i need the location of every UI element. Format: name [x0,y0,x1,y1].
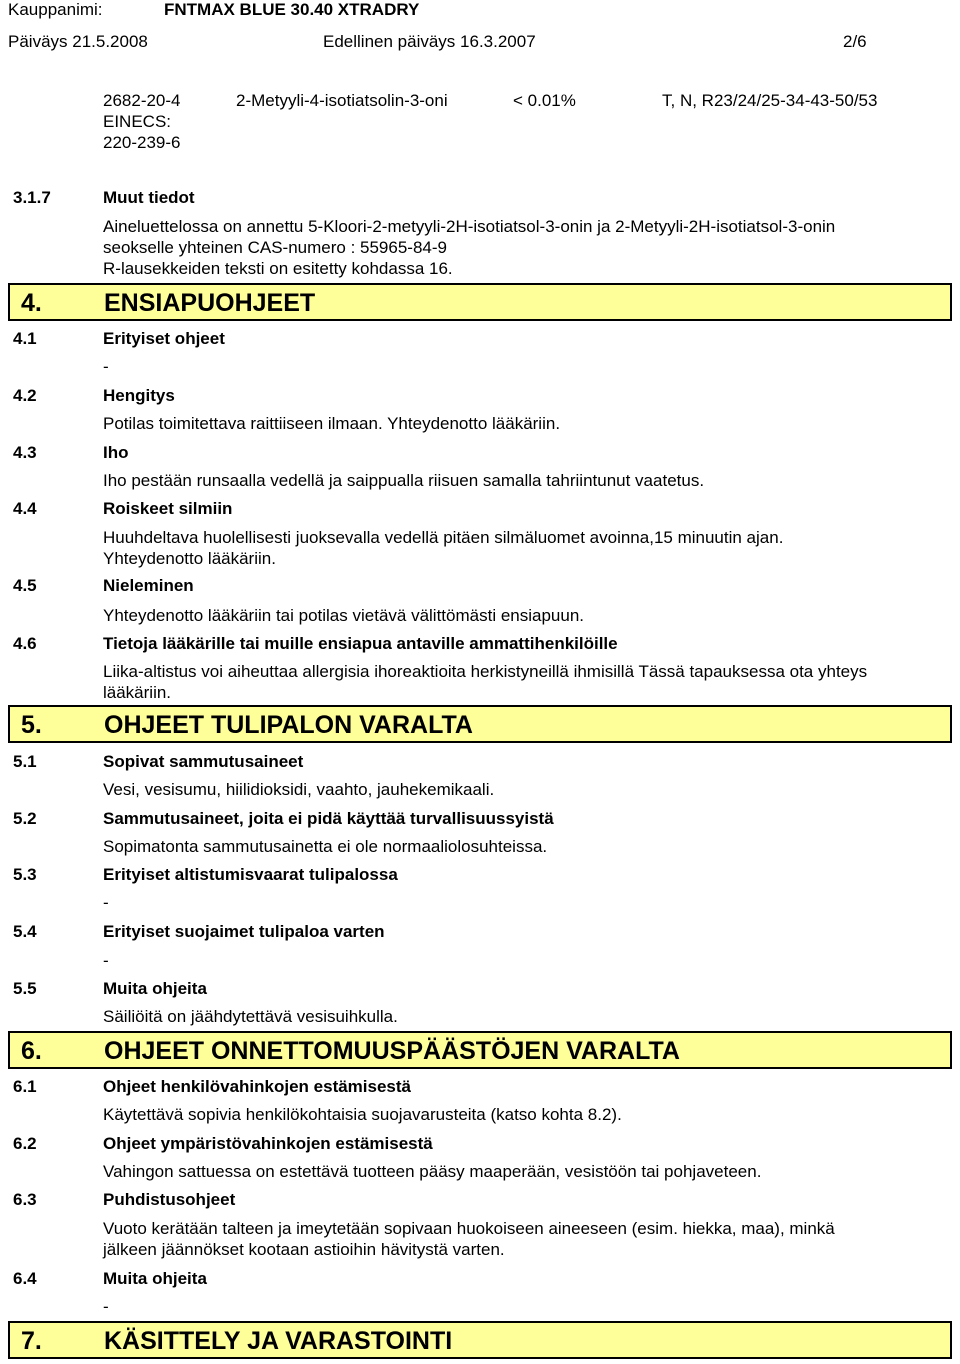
section-title: OHJEET TULIPALON VARALTA [104,711,473,739]
ingredient-name: 2-Metyyli-4-isotiatsolin-3-oni [236,91,448,110]
subsection-number: 4.4 [13,499,37,518]
trade-name: FNTMAX BLUE 30.40 XTRADRY [164,0,420,19]
section-heading [8,1321,952,1359]
subsection-number: 6.3 [13,1190,37,1209]
section-title: ENSIAPUOHJEET [104,289,316,317]
body-text: Säiliöitä on jäähdytettävä vesisuihkulla. [103,1007,398,1026]
section-heading [8,283,952,321]
body-text: Sopimatonta sammutusainetta ei ole normaaliolosuhteissa. [103,837,548,856]
subsection-title: Sopivat sammutusaineet [103,752,304,771]
section-title: KÄSITTELY JA VARASTOINTI [104,1327,453,1355]
body-text: seokselle yhteinen CAS-numero : 55965-84-9 [103,238,447,257]
subsection-number: 4.1 [13,329,37,348]
section-number: 4. [21,289,42,317]
trade-name-label: Kauppanimi: [8,0,103,19]
subsection-title: Tietoja lääkärille tai muille ensiapua antaville ammattihenkilöille [103,634,618,653]
subsection-title: Muita ohjeita [103,979,207,998]
subsection-title: Iho [103,443,129,462]
body-text: Iho pestään runsaalla vedellä ja saippualla riisuen samalla tahriintunut vaatetus. [103,471,705,490]
page-number: 2/6 [843,32,867,51]
ingredient-cas: 2682-20-4 [103,91,181,110]
subsection-title: Erityiset ohjeet [103,329,225,348]
body-text: Vuoto kerätään talteen ja imeytetään sopivaan huokoiseen aineeseen (esim. hiekka, maa), minkä [103,1219,835,1238]
subsection-title: Ohjeet ympäristövahinkojen estämisestä [103,1134,433,1153]
section-title: OHJEET ONNETTOMUUSPÄÄSTÖJEN VARALTA [104,1037,680,1065]
body-text: - [103,893,109,912]
subsection-number: 4.6 [13,634,37,653]
ingredient-concentration: < 0.01% [513,91,576,110]
section-heading [8,705,952,743]
ingredient-einecs-label: EINECS: [103,112,172,131]
body-text: - [103,1297,109,1316]
ingredient-einecs: 220-239-6 [103,133,181,152]
section-number: 6. [21,1037,42,1065]
subsection-title: Muita ohjeita [103,1269,207,1288]
subsection-title: Muut tiedot [103,188,195,207]
body-text: R-lausekkeiden teksti on esitetty kohdassa 16. [103,259,453,278]
subsection-title: Roiskeet silmiin [103,499,233,518]
subsection-number: 6.2 [13,1134,37,1153]
body-text: Vesi, vesisumu, hiilidioksidi, vaahto, jauhekemikaali. [103,780,495,799]
body-text: Vahingon sattuessa on estettävä tuotteen pääsy maaperään, vesistöön tai pohjaveteen. [103,1162,762,1181]
subsection-number: 4.5 [13,576,37,595]
issue-date: Päiväys 21.5.2008 [8,32,148,51]
subsection-number: 3.1.7 [13,188,51,207]
previous-date: Edellinen päiväys 16.3.2007 [323,32,536,51]
subsection-number: 4.2 [13,386,37,405]
subsection-number: 4.3 [13,443,37,462]
body-text: Yhteydenotto lääkäriin tai potilas vietävä välittömästi ensiapuun. [103,606,585,625]
subsection-title: Erityiset suojaimet tulipaloa varten [103,922,385,941]
subsection-number: 6.1 [13,1077,37,1096]
body-text: Huuhdeltava huolellisesti juoksevalla vedellä pitäen silmäluomet avoinna,15 minuutin ajan. [103,528,784,547]
body-text: - [103,357,109,376]
subsection-title: Hengitys [103,386,175,405]
subsection-number: 5.3 [13,865,37,884]
subsection-number: 5.2 [13,809,37,828]
body-text: - [103,951,109,970]
subsection-title: Sammutusaineet, joita ei pidä käyttää turvallisuussyistä [103,809,554,828]
body-text: Potilas toimitettava raittiiseen ilmaan. Yhteydenotto lääkäriin. [103,414,561,433]
body-text: Liika-altistus voi aiheuttaa allergisia ihoreaktioita herkistyneillä ihmisillä Tässä tapauksessa ota yhteys [103,662,868,681]
subsection-number: 6.4 [13,1269,37,1288]
subsection-number: 5.1 [13,752,37,771]
subsection-title: Puhdistusohjeet [103,1190,236,1209]
subsection-title: Ohjeet henkilövahinkojen estämisestä [103,1077,412,1096]
body-text: lääkäriin. [103,683,172,702]
subsection-number: 5.5 [13,979,37,998]
subsection-title: Nieleminen [103,576,194,595]
section-number: 5. [21,711,42,739]
subsection-number: 5.4 [13,922,37,941]
body-text: jälkeen jäännökset kootaan astioihin hävitystä varten. [103,1240,505,1259]
ingredient-classification: T, N, R23/24/25-34-43-50/53 [662,91,878,110]
subsection-title: Erityiset altistumisvaarat tulipalossa [103,865,398,884]
body-text: Yhteydenotto lääkäriin. [103,549,276,568]
body-text: Käytettävä sopivia henkilökohtaisia suojavarusteita (katso kohta 8.2). [103,1105,622,1124]
section-number: 7. [21,1327,42,1355]
section-heading [8,1031,952,1069]
body-text: Aineluettelossa on annettu 5-Kloori-2-metyyli-2H-isotiatsol-3-onin ja 2-Metyyli-2H-isotiatsol-3-onin [103,217,836,236]
